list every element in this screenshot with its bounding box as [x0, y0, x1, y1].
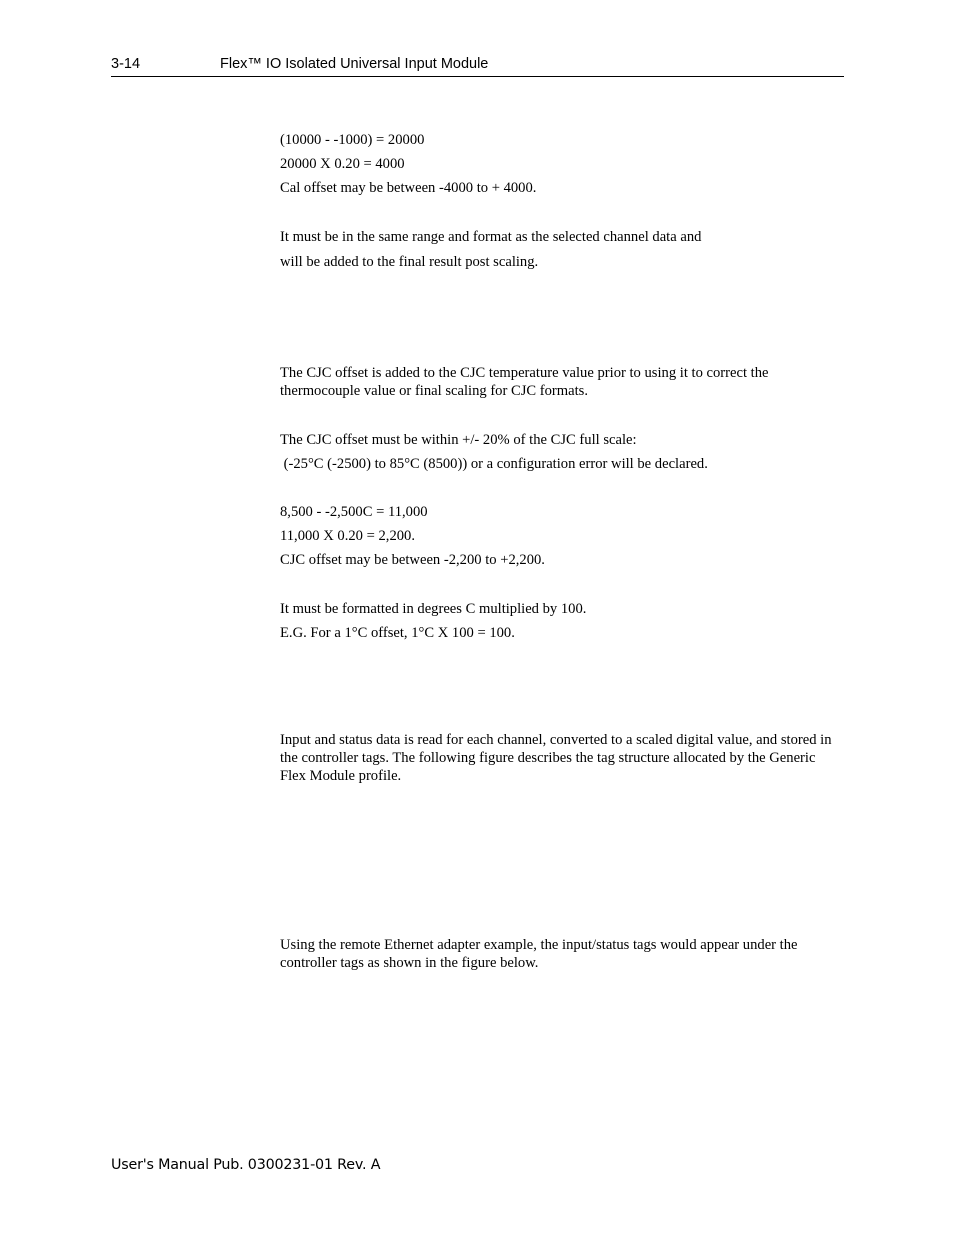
input-status-paragraph: Input and status data is read for each channel, converted to a scaled digital value, and stored in the controller tags. The following figure describes the tag structure allocated by the Generic Flex Module profile. — [280, 732, 832, 784]
cjc-calc-line-2: 11,000 X 0.20 = 2,200. — [280, 528, 415, 544]
page-footer: User's Manual Pub. 0300231-01 Rev. A — [111, 1157, 381, 1173]
header-title: Flex™ IO Isolated Universal Input Module — [220, 56, 489, 72]
cjc-limit-line-1: The CJC offset must be within +/- 20% of the CJC full scale: — [280, 432, 637, 448]
cal-offset-range-text: Cal offset may be between -4000 to + 4000. — [280, 180, 537, 196]
cjc-calc-line-1: 8,500 - -2,500C = 11,000 — [280, 504, 428, 520]
page-header — [111, 56, 844, 77]
cal-offset-calc-line-1: (10000 - -1000) = 20000 — [280, 132, 425, 148]
cal-offset-calc-line-2: 20000 X 0.20 = 4000 — [280, 156, 405, 172]
ethernet-example-paragraph: Using the remote Ethernet adapter example, the input/status tags would appear under the controller tags as shown in the figure below. — [280, 937, 798, 971]
cjc-offset-intro: The CJC offset is added to the CJC temperature value prior to using it to correct the thermocouple value or final scaling for CJC formats. — [280, 365, 769, 399]
range-format-line-2: will be added to the final result post scaling. — [280, 254, 539, 270]
cjc-format-line-1: It must be formatted in degrees C multiplied by 100. — [280, 601, 587, 617]
range-format-line-1: It must be in the same range and format as the selected channel data and — [280, 229, 702, 245]
page-number: 3-14 — [111, 56, 141, 72]
cjc-offset-range-text: CJC offset may be between -2,200 to +2,200. — [280, 552, 545, 568]
cjc-limit-line-2: (-25°C (-2500) to 85°C (8500)) or a configuration error will be declared. — [280, 456, 708, 472]
cjc-format-example: E.G. For a 1°C offset, 1°C X 100 = 100. — [280, 625, 515, 641]
